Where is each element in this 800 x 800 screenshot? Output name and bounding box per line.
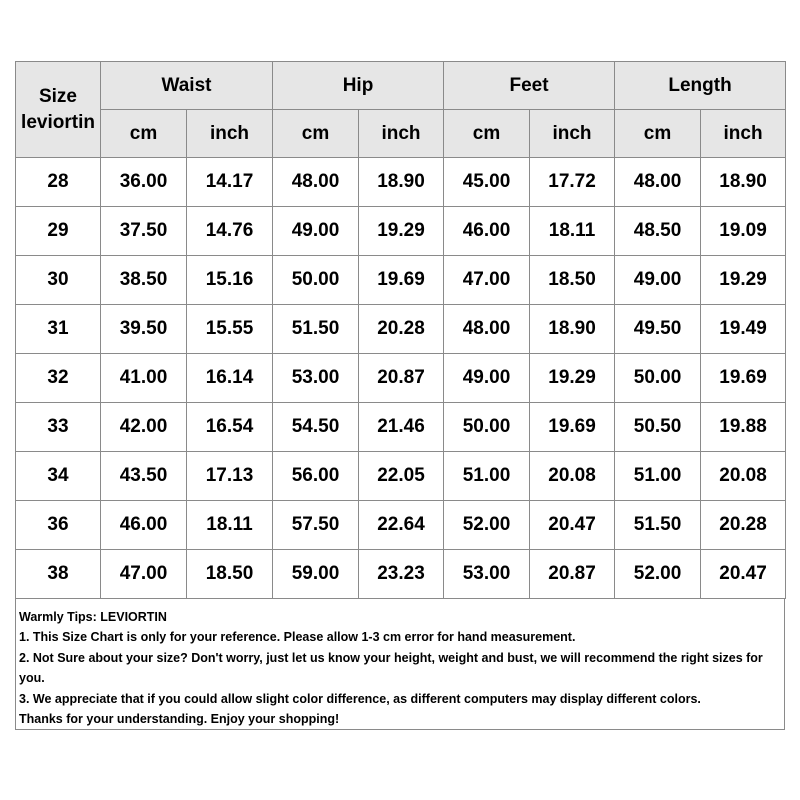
measurement-cell: 53.00 xyxy=(444,550,530,599)
measurement-cell: 22.64 xyxy=(359,501,444,550)
table-row xyxy=(16,354,786,403)
measurement-cell: 18.90 xyxy=(701,158,786,207)
size-table xyxy=(15,61,786,599)
measurement-cell: 18.90 xyxy=(359,158,444,207)
measurement-cell: 59.00 xyxy=(273,550,359,599)
table-row xyxy=(16,550,786,599)
measurement-cell: 51.00 xyxy=(615,452,701,501)
tip-line: 3. We appreciate that if you could allow slight color difference, as different computers may display different colors. xyxy=(19,691,701,706)
measurement-cell: 19.49 xyxy=(701,305,786,354)
size-cell: 33 xyxy=(16,403,101,452)
waist-header: Waist xyxy=(101,62,273,110)
tip-line: 1. This Size Chart is only for your reference. Please allow 1-3 cm error for hand measurement. xyxy=(19,630,576,645)
measurement-cell: 45.00 xyxy=(444,158,530,207)
measurement-cell: 50.00 xyxy=(273,256,359,305)
size-cell: 31 xyxy=(16,305,101,354)
measurement-cell: 20.47 xyxy=(530,501,615,550)
size-header-line: Size xyxy=(38,85,78,107)
measurement-cell: 41.00 xyxy=(101,354,187,403)
unit-header-inch: inch xyxy=(359,110,444,158)
measurement-cell: 21.46 xyxy=(359,403,444,452)
measurement-cell: 17.13 xyxy=(187,452,273,501)
group-header-row xyxy=(16,62,786,110)
measurement-cell: 19.09 xyxy=(701,207,786,256)
table-row xyxy=(16,207,786,256)
measurement-cell: 50.50 xyxy=(615,403,701,452)
unit-header-inch: inch xyxy=(701,110,786,158)
measurement-cell: 20.87 xyxy=(359,354,444,403)
measurement-cell: 50.00 xyxy=(615,354,701,403)
measurement-cell: 18.50 xyxy=(530,256,615,305)
measurement-cell: 49.50 xyxy=(615,305,701,354)
measurement-cell: 19.88 xyxy=(701,403,786,452)
size-cell: 28 xyxy=(16,158,101,207)
unit-header-cm: cm xyxy=(615,110,701,158)
measurement-cell: 51.50 xyxy=(273,305,359,354)
unit-header-cm: cm xyxy=(444,110,530,158)
unit-header-row xyxy=(16,110,786,158)
measurement-cell: 19.69 xyxy=(359,256,444,305)
measurement-cell: 49.00 xyxy=(615,256,701,305)
measurement-cell: 37.50 xyxy=(101,207,187,256)
measurement-cell: 49.00 xyxy=(444,354,530,403)
measurement-cell: 38.50 xyxy=(101,256,187,305)
unit-header-inch: inch xyxy=(530,110,615,158)
length-header: Length xyxy=(615,62,786,110)
measurement-cell: 15.55 xyxy=(187,305,273,354)
measurement-cell: 48.50 xyxy=(615,207,701,256)
unit-header-inch: inch xyxy=(187,110,273,158)
measurement-cell: 15.16 xyxy=(187,256,273,305)
size-chart xyxy=(15,61,785,730)
tips-box xyxy=(15,599,785,730)
table-row xyxy=(16,305,786,354)
measurement-cell: 51.50 xyxy=(615,501,701,550)
measurement-cell: 47.00 xyxy=(101,550,187,599)
measurement-cell: 20.08 xyxy=(701,452,786,501)
table-row xyxy=(16,403,786,452)
measurement-cell: 18.11 xyxy=(187,501,273,550)
measurement-cell: 20.28 xyxy=(359,305,444,354)
measurement-cell: 20.47 xyxy=(701,550,786,599)
tips-title: Warmly Tips: LEVIORTIN xyxy=(19,610,167,624)
measurement-cell: 17.72 xyxy=(530,158,615,207)
table-row xyxy=(16,501,786,550)
measurement-cell: 47.00 xyxy=(444,256,530,305)
measurement-cell: 36.00 xyxy=(101,158,187,207)
table-row xyxy=(16,158,786,207)
table-row xyxy=(16,256,786,305)
unit-header-cm: cm xyxy=(273,110,359,158)
measurement-cell: 19.29 xyxy=(359,207,444,256)
measurement-cell: 18.50 xyxy=(187,550,273,599)
measurement-cell: 23.23 xyxy=(359,550,444,599)
measurement-cell: 18.11 xyxy=(530,207,615,256)
measurement-cell: 16.54 xyxy=(187,403,273,452)
size-cell: 38 xyxy=(16,550,101,599)
measurement-cell: 20.08 xyxy=(530,452,615,501)
measurement-cell: 54.50 xyxy=(273,403,359,452)
measurement-cell: 56.00 xyxy=(273,452,359,501)
measurement-cell: 19.69 xyxy=(701,354,786,403)
size-cell: 30 xyxy=(16,256,101,305)
size-cell: 36 xyxy=(16,501,101,550)
measurement-cell: 48.00 xyxy=(444,305,530,354)
size-table-body xyxy=(16,158,786,599)
measurement-cell: 14.76 xyxy=(187,207,273,256)
unit-header-cm: cm xyxy=(101,110,187,158)
feet-header: Feet xyxy=(444,62,615,110)
size-cell: 32 xyxy=(16,354,101,403)
measurement-cell: 48.00 xyxy=(615,158,701,207)
measurement-cell: 52.00 xyxy=(444,501,530,550)
measurement-cell: 19.29 xyxy=(701,256,786,305)
measurement-cell: 51.00 xyxy=(444,452,530,501)
size-header-line: leviortin xyxy=(21,111,95,133)
measurement-cell: 39.50 xyxy=(101,305,187,354)
measurement-cell: 20.87 xyxy=(530,550,615,599)
measurement-cell: 14.17 xyxy=(187,158,273,207)
measurement-cell: 18.90 xyxy=(530,305,615,354)
measurement-cell: 57.50 xyxy=(273,501,359,550)
table-row xyxy=(16,452,786,501)
measurement-cell: 46.00 xyxy=(101,501,187,550)
measurement-cell: 19.29 xyxy=(530,354,615,403)
measurement-cell: 52.00 xyxy=(615,550,701,599)
tip-line: Thanks for your understanding. Enjoy your shopping! xyxy=(19,712,340,727)
measurement-cell: 50.00 xyxy=(444,403,530,452)
size-column-header xyxy=(16,62,101,158)
measurement-cell: 49.00 xyxy=(273,207,359,256)
measurement-cell: 16.14 xyxy=(187,354,273,403)
measurement-cell: 19.69 xyxy=(530,403,615,452)
measurement-cell: 53.00 xyxy=(273,354,359,403)
measurement-cell: 22.05 xyxy=(359,452,444,501)
measurement-cell: 20.28 xyxy=(701,501,786,550)
measurement-cell: 46.00 xyxy=(444,207,530,256)
measurement-cell: 43.50 xyxy=(101,452,187,501)
size-cell: 34 xyxy=(16,452,101,501)
tip-line: 2. Not Sure about your size? Don't worry, just let us know your height, weight and bust, we will recommend the right sizes for you. xyxy=(19,650,763,686)
measurement-cell: 42.00 xyxy=(101,403,187,452)
hip-header: Hip xyxy=(273,62,444,110)
measurement-cell: 48.00 xyxy=(273,158,359,207)
size-cell: 29 xyxy=(16,207,101,256)
